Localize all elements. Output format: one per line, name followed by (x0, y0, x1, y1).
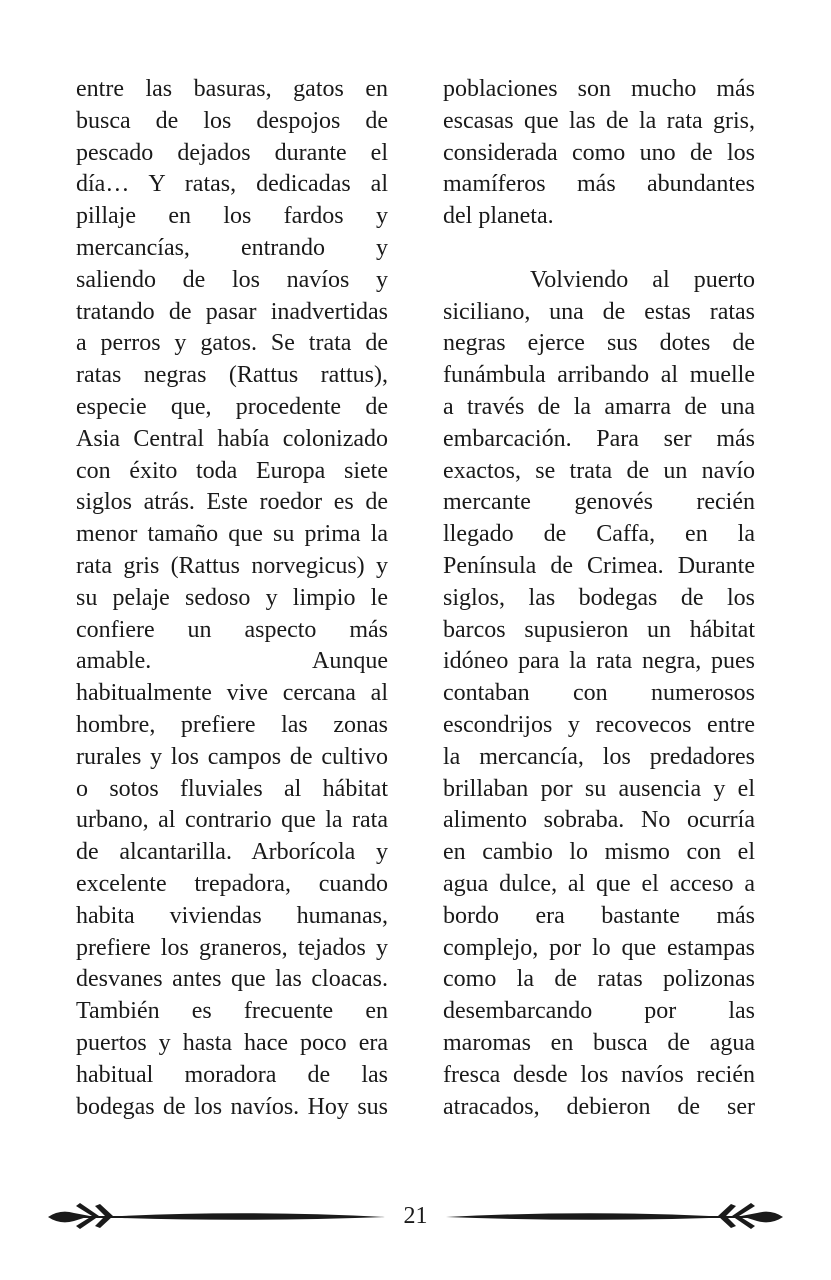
text-line: puertos y hasta hace poco era (76, 1029, 388, 1056)
text-line: habitual moradora de las (76, 1061, 388, 1088)
text-line: tratando de pasar inadvertidas (76, 298, 388, 325)
text-line: idóneo para la rata negra, pues (443, 648, 755, 675)
text-line: fresca desde los navíos recién (443, 1061, 755, 1088)
text-line: desembarcando por las (443, 998, 755, 1025)
text-line: bodegas de los navíos. Hoy sus (76, 1093, 388, 1120)
text-line: escondrijos y recovecos entre (443, 711, 755, 738)
text-line: Volviendo al puerto (530, 266, 755, 293)
text-line: busca de los despojos de (76, 107, 388, 134)
text-line: Península de Crimea. Durante (443, 552, 755, 579)
text-line: en cambio lo mismo con el (443, 839, 755, 866)
text-line: rurales y los campos de cultivo (76, 743, 388, 770)
text-line: exactos, se trata de un navío (443, 457, 755, 484)
text-line: confiere un aspecto más (76, 616, 388, 643)
text-line: amable. Aunque (76, 648, 388, 675)
text-line: prefiere los graneros, tejados y (76, 934, 388, 961)
text-line: negras ejerce sus dotes de (443, 330, 755, 357)
text-line: entre las basuras, gatos en (76, 76, 388, 102)
paragraph-gap (443, 233, 755, 265)
text-line: escasas que las de la rata gris, (443, 107, 755, 134)
text-line: siglos atrás. Este roedor es de (76, 489, 388, 516)
text-line: desvanes antes que las cloacas. (76, 966, 388, 993)
text-line: ratas negras (Rattus rattus), (76, 362, 388, 389)
page-number: 21 (403, 1203, 428, 1229)
text-line: menor tamaño que su prima la (76, 521, 388, 548)
text-line: con éxito toda Europa siete (76, 457, 388, 484)
text-line: agua dulce, al que el acceso a (443, 870, 755, 897)
text-line: alimento sobraba. No ocurría (443, 807, 755, 834)
text-line: día… Y ratas, dedicadas al (76, 171, 388, 198)
text-line: bordo era bastante más (443, 902, 755, 929)
text-line: poblaciones son mucho más (443, 76, 755, 102)
text-line: saliendo de los navíos y (76, 266, 388, 293)
text-line: habita viviendas humanas, (76, 902, 388, 929)
text-line: excelente trepadora, cuando (76, 870, 388, 897)
text-line: pescado dejados durante el (76, 139, 388, 166)
text-line: contaban con numerosos (443, 680, 755, 707)
text-line: maromas en busca de agua (443, 1029, 755, 1056)
text-line: su pelaje sedoso y limpio le (76, 584, 388, 611)
text-line: atracados, debieron de ser (443, 1093, 755, 1120)
text-line: Asia Central había colonizado (76, 425, 388, 452)
text-line: rata gris (Rattus norvegicus) y (76, 552, 388, 579)
text-line: brillaban por su ausencia y el (443, 775, 755, 802)
right-column (443, 74, 755, 1123)
text-line: a través de la amarra de una (443, 393, 755, 420)
text-line: como la de ratas polizonas (443, 966, 755, 993)
left-column (76, 74, 388, 1123)
text-line: considerada como uno de los (443, 139, 755, 166)
text-line: llegado de Caffa, en la (443, 521, 755, 548)
text-line: pillaje en los fardos y (76, 203, 388, 230)
text-line: hombre, prefiere las zonas (76, 711, 388, 738)
text-line: mercante genovés recién (443, 489, 755, 516)
text-line: mamíferos más abundantes (443, 171, 755, 198)
text-line: complejo, por lo que estampas (443, 934, 755, 961)
text-line: a perros y gatos. Se trata de (76, 330, 388, 357)
text-line: funámbula arribando al muelle (443, 362, 755, 389)
text-line: especie que, procedente de (76, 393, 388, 420)
text-line: del planeta. (443, 203, 554, 230)
text-line: mercancías, entrando y (76, 234, 388, 261)
text-line: embarcación. Para ser más (443, 425, 755, 452)
text-line: o sotos fluviales al hábitat (76, 775, 388, 802)
text-line: urbano, al contrario que la rata (76, 807, 388, 834)
text-line: la mercancía, los predadores (443, 743, 755, 770)
text-line: siciliano, una de estas ratas (443, 298, 755, 325)
text-line: siglos, las bodegas de los (443, 584, 755, 611)
text-line: También es frecuente en (76, 998, 388, 1025)
text-line: habitualmente vive cercana al (76, 680, 388, 707)
text-line: barcos supusieron un hábitat (443, 616, 755, 643)
text-line: de alcantarilla. Arborícola y (76, 839, 388, 866)
